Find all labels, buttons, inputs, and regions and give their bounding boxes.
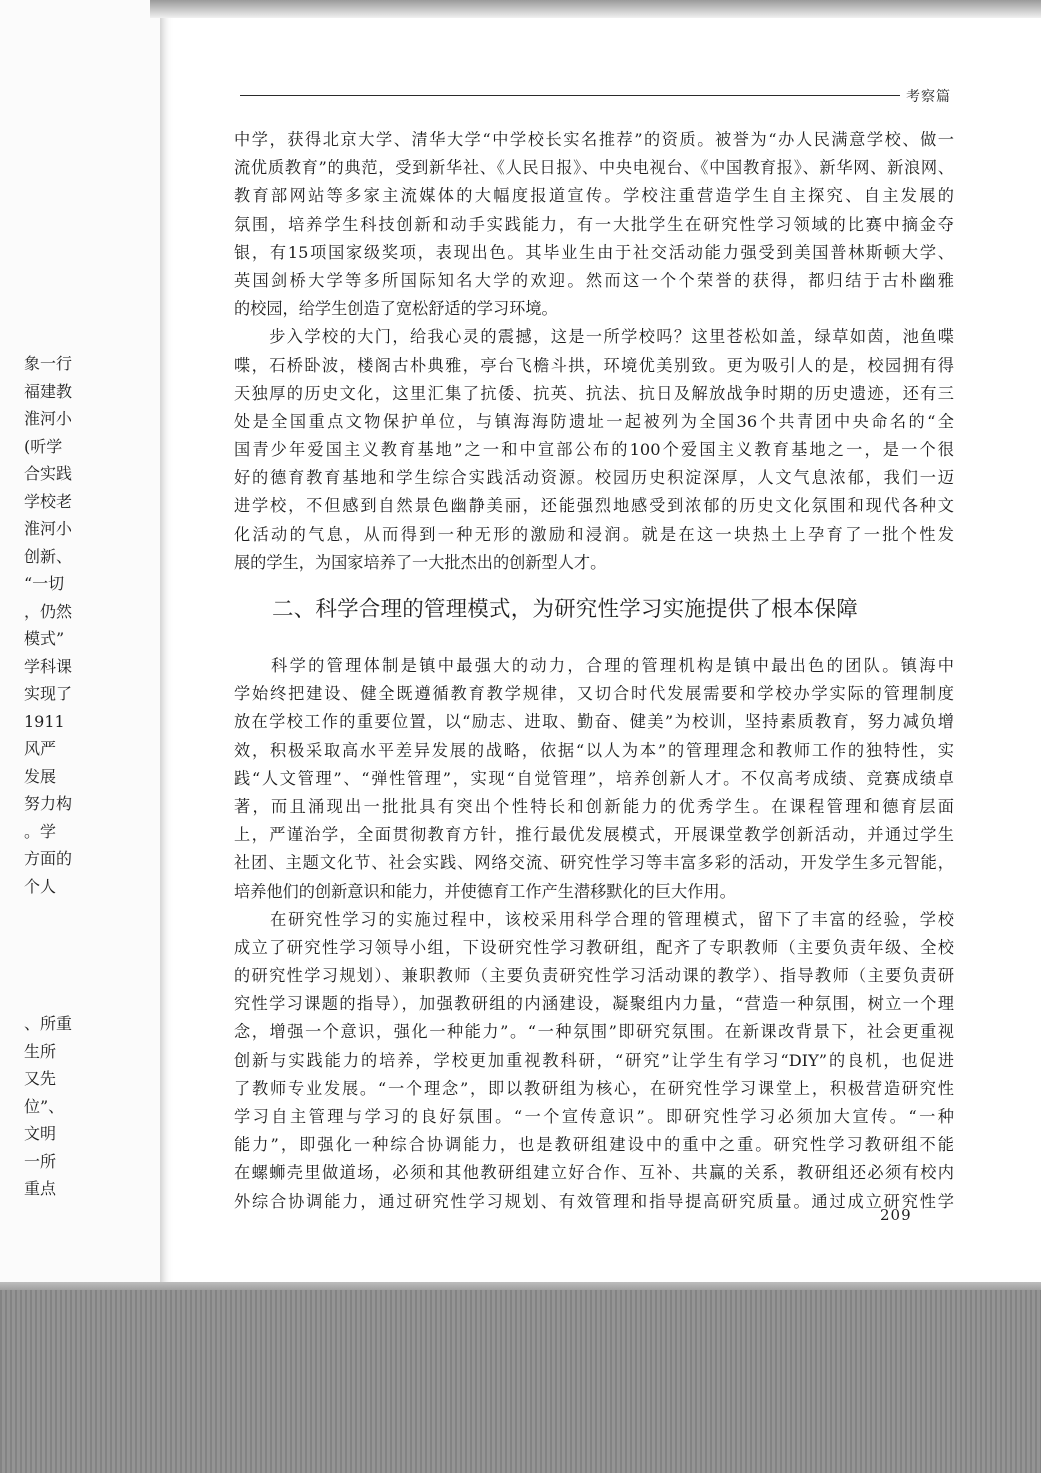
- text-line: 国青少年爱国主义教育基地”之一和中宣部公布的100个爱国主义教育基地之一，是一个很: [234, 440, 954, 460]
- left-fragment-line: “一切: [24, 574, 65, 593]
- left-fragment-line: 实现了: [24, 684, 73, 703]
- text-line: 的研究性学习规划）、兼职教师（主要负责研究性学习活动课的教学）、指导教师（主要负责研: [234, 966, 954, 986]
- text-line: 了教师专业发展。“一个理念”，即以教研组为核心，在研究性学习课堂上，积极营造研究性: [234, 1078, 954, 1098]
- text-line: 教育部网站等多家主流媒体的大幅度报道宣传。学校注重营造学生自主探究、自主发展的: [234, 186, 954, 206]
- left-fragment-line: 模式”: [24, 629, 65, 648]
- text-line: 进学校，不但感到自然景色幽静美丽，还能强烈地感受到浓郁的历史文化氛围和现代各种文: [234, 496, 954, 516]
- left-text-column-upper: [24, 350, 86, 900]
- left-fragment-line: 淮河小: [24, 409, 73, 428]
- left-text-column-lower: [24, 1010, 86, 1203]
- left-fragment-line: 风严: [24, 739, 57, 758]
- text-line: 英国剑桥大学等多所国际知名大学的欢迎。然而这一个个荣誉的获得，都归结于古朴幽雅: [234, 270, 954, 290]
- section-heading: 二、科学合理的管理模式，为研究性学习实施提供了根本保障: [272, 597, 858, 622]
- left-fragment-line: 一所: [24, 1151, 57, 1171]
- text-line: 创新与实践能力的培养，学校更加重视教科研，“研究”让学生有学习“DIY”的良机，也促进: [234, 1050, 954, 1070]
- text-line: 展的学生，为国家培养了一大批杰出的创新型人才。: [234, 552, 607, 572]
- left-fragment-line: 发展: [24, 766, 57, 786]
- text-line: 究性学习课题的指导），加强教研组的内涵建设，凝聚组内力量，“营造一种氛围，树立一个理: [234, 994, 954, 1014]
- left-fragment-line: 。学: [24, 821, 57, 841]
- text-line: 处是全国重点文物保护单位，与镇海海防遗址一起被列为全国36个共青团中央命名的“全: [234, 411, 954, 431]
- text-line: 放在学校工作的重要位置，以“励志、进取、勤奋、健美”为校训，坚持素质教育，努力减负增: [234, 712, 954, 732]
- text-line: 好的德育教育基地和学生综合实践活动资源。校园历史积淀深厚，人文气息浓郁，我们一迈: [234, 468, 954, 488]
- running-header: 考察篇: [906, 89, 951, 105]
- text-line: 氛围，培养学生科技创新和动手实践能力，有一大批学生在研究性学习领域的比赛中摘金夺: [234, 214, 954, 234]
- left-fragment-line: 位”、: [24, 1096, 65, 1116]
- left-fragment-line: 个人: [24, 876, 57, 896]
- left-fragment-line: 、所重: [24, 1014, 73, 1033]
- text-line: 能力”，即强化一种综合协调能力，也是教研组建设中的重中之重。研究性学习教研组不能: [234, 1135, 954, 1155]
- text-line: 培养他们的创新意识和能力，并使德育工作产生潜移默化的巨大作用。: [234, 881, 736, 901]
- scan-background-band: [0, 1290, 1041, 1473]
- text-line: 步入学校的大门，给我心灵的震撼，这是一所学校吗？这里苍松如盖，绿草如茵，池鱼喋: [234, 327, 954, 347]
- text-line: 念，增强一个意识，强化一种能力”。“一种氛围”即研究氛围。在新课改背景下，社会更重视: [234, 1022, 954, 1042]
- left-fragment-line: 又先: [24, 1069, 57, 1088]
- left-fragment-line: 合实践: [24, 464, 73, 483]
- text-line: 喋，石桥卧波，楼阁古朴典雅，亭台飞檐斗拱，环境优美别致。更为吸引人的是，校园拥有得: [234, 355, 954, 375]
- text-line: 科学的管理体制是镇中最强大的动力，合理的管理机构是镇中最出色的团队。镇海中: [234, 656, 954, 675]
- text-line: 效，积极采取高水平差异发展的战略，依据“以人为本”的管理理念和教师工作的独特性，实: [234, 740, 954, 760]
- left-fragment-line: 学校老: [24, 491, 73, 511]
- left-fragment-line: 福建教: [24, 381, 73, 401]
- left-fragment-line: 象一行: [24, 354, 73, 373]
- body-text-bottom: [234, 652, 954, 1216]
- left-fragment-line: 学科课: [24, 656, 73, 676]
- left-fragment-line: 方面的: [24, 849, 73, 868]
- text-line: 学习自主管理与学习的良好氛围。“一个宣传意识”。即研究性学习必须加大宣传。“一种: [234, 1107, 954, 1126]
- text-line: 成立了研究性学习领导小组，下设研究性学习教研组，配齐了专职教师（主要负责年级、全校: [234, 937, 954, 957]
- left-fragment-line: 淮河小: [24, 519, 73, 538]
- left-fragment-line: (听学: [24, 436, 63, 456]
- text-line: 在螺蛳壳里做道场，必须和其他教研组建立好合作、互补、共赢的关系，教研组还必须有校内: [234, 1163, 954, 1183]
- left-fragment-line: ，仍然: [24, 601, 73, 621]
- text-line: 在研究性学习的实施过程中，该校采用科学合理的管理模式，留下了丰富的经验，学校: [234, 909, 954, 929]
- left-fragment-line: 1911: [24, 711, 65, 731]
- text-line: 流优质教育”的典范，受到新华社、《人民日报》、中央电视台、《中国教育报》、新华网、新浪网、: [234, 158, 954, 178]
- left-fragment-line: 重点: [24, 1179, 57, 1198]
- left-page-fragment: [0, 0, 161, 1298]
- header-rule: [240, 95, 900, 96]
- text-line: 外综合协调能力，通过研究性学习规划、有效管理和指导提高研究质量。通过成立研究性学: [234, 1191, 954, 1211]
- text-line: 践“人文管理”、“弹性管理”，实现“自觉管理”，培养创新人才。不仅高考成绩、竞赛成绩卓: [234, 768, 954, 788]
- left-fragment-line: 生所: [24, 1041, 57, 1061]
- left-fragment-line: 努力构: [24, 794, 73, 813]
- text-line: 化活动的气息，从而得到一种无形的激励和浸润。就是在这一块热土上孕育了一批个性发: [234, 524, 954, 544]
- page-number: 209: [880, 1206, 912, 1224]
- text-line: 的校园，给学生创造了宽松舒适的学习环境。: [234, 299, 558, 319]
- text-line: 中学，获得北京大学、清华大学“中学校长实名推荐”的资质。被誉为“办人民满意学校、做一: [234, 130, 954, 149]
- text-line: 天独厚的历史文化，这里汇集了抗倭、抗英、抗法、抗日及解放战争时期的历史遗迹，还有三: [234, 383, 954, 403]
- text-line: 学始终把建设、健全既遵循教育教学规律，又切合时代发展需要和学校办学实际的管理制度: [234, 684, 954, 704]
- text-line: 著，而且涌现出一批批具有突出个性特长和创新能力的优秀学生。在课程管理和德育层面: [234, 796, 954, 816]
- text-line: 社团、主题文化节、社会实践、网络交流、研究性学习等丰富多彩的活动，开发学生多元智能，: [234, 853, 954, 873]
- text-line: 上，严谨治学，全面贯彻教育方针，推行最优发展模式，开展课堂教学创新活动，并通过学生: [234, 825, 954, 845]
- scan-top-edge: [150, 0, 1041, 18]
- text-line: 银，有15项国家级奖项，表现出色。其毕业生由于社交活动能力强受到美国普林斯顿大学、: [234, 242, 954, 262]
- left-fragment-line: 创新、: [24, 546, 73, 566]
- body-text-top: [234, 126, 954, 577]
- left-fragment-line: 文明: [24, 1124, 57, 1143]
